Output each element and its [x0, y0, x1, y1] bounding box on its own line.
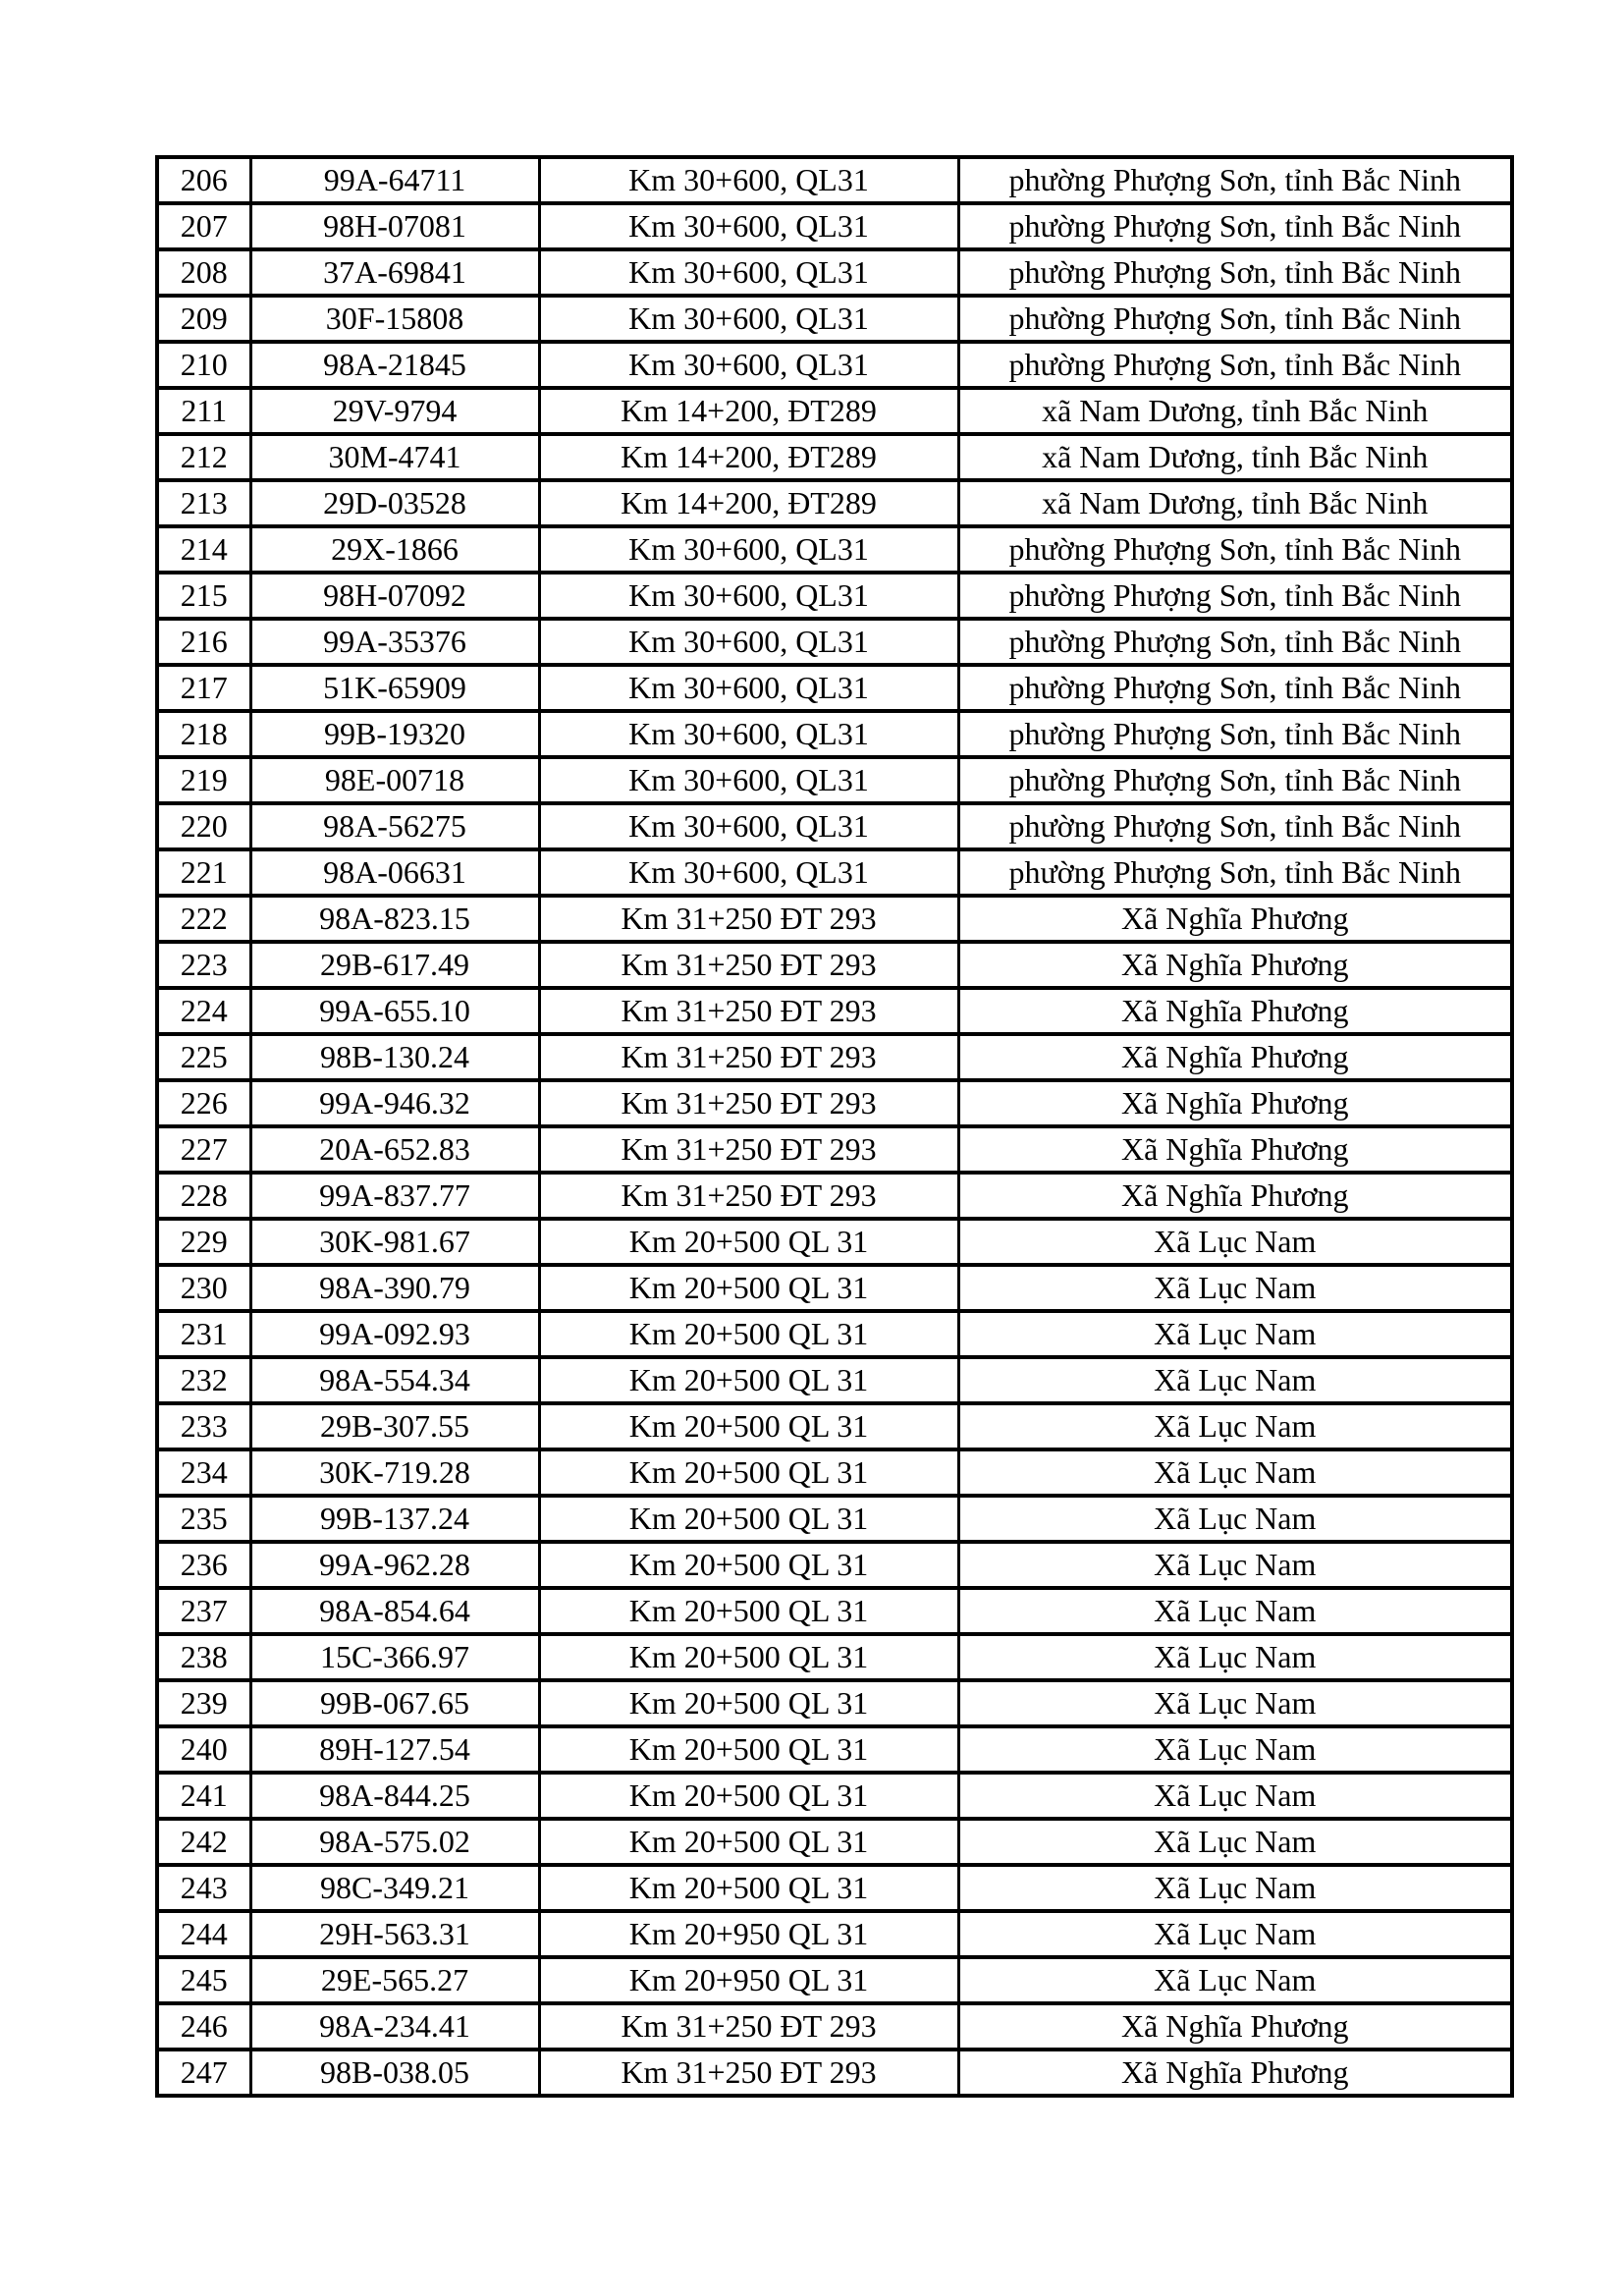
plate-cell: 51K-65909 [250, 665, 539, 711]
plate-cell: 29D-03528 [250, 480, 539, 526]
place-cell: Xã Lục Nam [958, 1357, 1512, 1403]
location-cell: Km 30+600, QL31 [539, 573, 958, 619]
plate-cell: 20A-652.83 [250, 1126, 539, 1173]
place-cell: phường Phượng Sơn, tỉnh Bắc Ninh [958, 711, 1512, 757]
table-row [157, 619, 1512, 665]
location-cell: Km 31+250 ĐT 293 [539, 942, 958, 988]
table-row [157, 1773, 1512, 1819]
row-index-cell: 230 [157, 1265, 250, 1311]
row-index-cell: 221 [157, 849, 250, 896]
row-index-cell: 239 [157, 1680, 250, 1726]
row-index-cell: 226 [157, 1080, 250, 1126]
row-index-cell: 216 [157, 619, 250, 665]
row-index-cell: 212 [157, 434, 250, 480]
place-cell: Xã Lục Nam [958, 1449, 1512, 1496]
place-cell: phường Phượng Sơn, tỉnh Bắc Ninh [958, 157, 1512, 203]
row-index-cell: 233 [157, 1403, 250, 1449]
place-cell: Xã Nghĩa Phương [958, 942, 1512, 988]
table-row [157, 1173, 1512, 1219]
plate-cell: 29V-9794 [250, 388, 539, 434]
location-cell: Km 30+600, QL31 [539, 619, 958, 665]
table-row [157, 1911, 1512, 1957]
table-row [157, 896, 1512, 942]
location-cell: Km 31+250 ĐT 293 [539, 1080, 958, 1126]
table-row [157, 1726, 1512, 1773]
table-row [157, 1957, 1512, 2003]
table-row [157, 526, 1512, 573]
place-cell: phường Phượng Sơn, tỉnh Bắc Ninh [958, 249, 1512, 296]
place-cell: Xã Lục Nam [958, 1773, 1512, 1819]
plate-cell: 98A-575.02 [250, 1819, 539, 1865]
plate-cell: 99A-946.32 [250, 1080, 539, 1126]
plate-table-body [157, 157, 1512, 2096]
row-index-cell: 229 [157, 1219, 250, 1265]
place-cell: phường Phượng Sơn, tỉnh Bắc Ninh [958, 296, 1512, 342]
plate-cell: 99B-137.24 [250, 1496, 539, 1542]
row-index-cell: 214 [157, 526, 250, 573]
plate-cell: 99A-962.28 [250, 1542, 539, 1588]
table-row [157, 1219, 1512, 1265]
row-index-cell: 232 [157, 1357, 250, 1403]
plate-cell: 98C-349.21 [250, 1865, 539, 1911]
plate-cell: 99B-19320 [250, 711, 539, 757]
row-index-cell: 231 [157, 1311, 250, 1357]
place-cell: phường Phượng Sơn, tỉnh Bắc Ninh [958, 803, 1512, 849]
place-cell: Xã Lục Nam [958, 1726, 1512, 1773]
row-index-cell: 235 [157, 1496, 250, 1542]
row-index-cell: 240 [157, 1726, 250, 1773]
row-index-cell: 223 [157, 942, 250, 988]
plate-cell: 98A-823.15 [250, 896, 539, 942]
plate-cell: 30M-4741 [250, 434, 539, 480]
plate-cell: 29E-565.27 [250, 1957, 539, 2003]
location-cell: Km 20+500 QL 31 [539, 1357, 958, 1403]
place-cell: Xã Lục Nam [958, 1911, 1512, 1957]
row-index-cell: 247 [157, 2050, 250, 2096]
plate-cell: 29H-563.31 [250, 1911, 539, 1957]
table-row [157, 1080, 1512, 1126]
place-cell: Xã Nghĩa Phương [958, 1126, 1512, 1173]
table-row [157, 296, 1512, 342]
table-row [157, 1819, 1512, 1865]
table-row [157, 849, 1512, 896]
place-cell: Xã Lục Nam [958, 1865, 1512, 1911]
plate-cell: 98A-21845 [250, 342, 539, 388]
table-row [157, 1311, 1512, 1357]
place-cell: Xã Nghĩa Phương [958, 2003, 1512, 2050]
table-row [157, 2050, 1512, 2096]
place-cell: Xã Nghĩa Phương [958, 1080, 1512, 1126]
plate-cell: 98A-56275 [250, 803, 539, 849]
location-cell: Km 31+250 ĐT 293 [539, 896, 958, 942]
row-index-cell: 238 [157, 1634, 250, 1680]
place-cell: phường Phượng Sơn, tỉnh Bắc Ninh [958, 342, 1512, 388]
location-cell: Km 30+600, QL31 [539, 711, 958, 757]
table-row [157, 988, 1512, 1034]
place-cell: Xã Lục Nam [958, 1403, 1512, 1449]
plate-cell: 98A-390.79 [250, 1265, 539, 1311]
location-cell: Km 30+600, QL31 [539, 757, 958, 803]
table-row [157, 342, 1512, 388]
plate-cell: 99B-067.65 [250, 1680, 539, 1726]
table-row [157, 1634, 1512, 1680]
place-cell: phường Phượng Sơn, tỉnh Bắc Ninh [958, 203, 1512, 249]
row-index-cell: 243 [157, 1865, 250, 1911]
table-row [157, 803, 1512, 849]
plate-cell: 89H-127.54 [250, 1726, 539, 1773]
row-index-cell: 219 [157, 757, 250, 803]
plate-cell: 99A-64711 [250, 157, 539, 203]
row-index-cell: 244 [157, 1911, 250, 1957]
location-cell: Km 31+250 ĐT 293 [539, 1126, 958, 1173]
table-row [157, 1542, 1512, 1588]
row-index-cell: 242 [157, 1819, 250, 1865]
location-cell: Km 31+250 ĐT 293 [539, 1034, 958, 1080]
plate-cell: 98B-130.24 [250, 1034, 539, 1080]
plate-cell: 99A-655.10 [250, 988, 539, 1034]
location-cell: Km 14+200, ĐT289 [539, 388, 958, 434]
location-cell: Km 20+500 QL 31 [539, 1496, 958, 1542]
place-cell: Xã Lục Nam [958, 1680, 1512, 1726]
table-row [157, 711, 1512, 757]
table-row [157, 203, 1512, 249]
location-cell: Km 31+250 ĐT 293 [539, 988, 958, 1034]
table-row [157, 1403, 1512, 1449]
table-row [157, 757, 1512, 803]
place-cell: xã Nam Dương, tỉnh Bắc Ninh [958, 388, 1512, 434]
table-row [157, 1357, 1512, 1403]
row-index-cell: 220 [157, 803, 250, 849]
table-row [157, 388, 1512, 434]
plate-cell: 98B-038.05 [250, 2050, 539, 2096]
row-index-cell: 246 [157, 2003, 250, 2050]
row-index-cell: 218 [157, 711, 250, 757]
location-cell: Km 30+600, QL31 [539, 296, 958, 342]
plate-cell: 29X-1866 [250, 526, 539, 573]
place-cell: xã Nam Dương, tỉnh Bắc Ninh [958, 480, 1512, 526]
row-index-cell: 237 [157, 1588, 250, 1634]
location-cell: Km 30+600, QL31 [539, 526, 958, 573]
location-cell: Km 20+500 QL 31 [539, 1449, 958, 1496]
row-index-cell: 222 [157, 896, 250, 942]
location-cell: Km 20+950 QL 31 [539, 1957, 958, 2003]
location-cell: Km 20+500 QL 31 [539, 1634, 958, 1680]
place-cell: Xã Lục Nam [958, 1819, 1512, 1865]
place-cell: Xã Nghĩa Phương [958, 2050, 1512, 2096]
row-index-cell: 245 [157, 1957, 250, 2003]
plate-cell: 98A-854.64 [250, 1588, 539, 1634]
plate-cell: 98H-07081 [250, 203, 539, 249]
table-row [157, 1588, 1512, 1634]
location-cell: Km 30+600, QL31 [539, 803, 958, 849]
place-cell: phường Phượng Sơn, tỉnh Bắc Ninh [958, 665, 1512, 711]
place-cell: xã Nam Dương, tỉnh Bắc Ninh [958, 434, 1512, 480]
place-cell: Xã Nghĩa Phương [958, 896, 1512, 942]
location-cell: Km 20+500 QL 31 [539, 1865, 958, 1911]
place-cell: Xã Nghĩa Phương [958, 988, 1512, 1034]
location-cell: Km 31+250 ĐT 293 [539, 2050, 958, 2096]
location-cell: Km 14+200, ĐT289 [539, 480, 958, 526]
table-row [157, 480, 1512, 526]
row-index-cell: 213 [157, 480, 250, 526]
location-cell: Km 30+600, QL31 [539, 157, 958, 203]
place-cell: Xã Lục Nam [958, 1219, 1512, 1265]
plate-cell: 98A-554.34 [250, 1357, 539, 1403]
location-cell: Km 20+950 QL 31 [539, 1911, 958, 1957]
table-row [157, 573, 1512, 619]
location-cell: Km 30+600, QL31 [539, 665, 958, 711]
place-cell: Xã Lục Nam [958, 1588, 1512, 1634]
plate-cell: 98E-00718 [250, 757, 539, 803]
row-index-cell: 224 [157, 988, 250, 1034]
plate-cell: 99A-35376 [250, 619, 539, 665]
table-row [157, 249, 1512, 296]
location-cell: Km 30+600, QL31 [539, 342, 958, 388]
place-cell: phường Phượng Sơn, tỉnh Bắc Ninh [958, 849, 1512, 896]
plate-cell: 30K-719.28 [250, 1449, 539, 1496]
place-cell: Xã Lục Nam [958, 1496, 1512, 1542]
table-row [157, 942, 1512, 988]
place-cell: phường Phượng Sơn, tỉnh Bắc Ninh [958, 757, 1512, 803]
location-cell: Km 20+500 QL 31 [539, 1588, 958, 1634]
location-cell: Km 31+250 ĐT 293 [539, 2003, 958, 2050]
place-cell: Xã Lục Nam [958, 1634, 1512, 1680]
plate-cell: 30K-981.67 [250, 1219, 539, 1265]
row-index-cell: 225 [157, 1034, 250, 1080]
row-index-cell: 211 [157, 388, 250, 434]
plate-cell: 15C-366.97 [250, 1634, 539, 1680]
place-cell: phường Phượng Sơn, tỉnh Bắc Ninh [958, 526, 1512, 573]
plate-cell: 37A-69841 [250, 249, 539, 296]
place-cell: Xã Lục Nam [958, 1957, 1512, 2003]
table-row [157, 1265, 1512, 1311]
plate-cell: 99A-837.77 [250, 1173, 539, 1219]
location-cell: Km 14+200, ĐT289 [539, 434, 958, 480]
location-cell: Km 20+500 QL 31 [539, 1726, 958, 1773]
row-index-cell: 206 [157, 157, 250, 203]
location-cell: Km 20+500 QL 31 [539, 1311, 958, 1357]
table-row [157, 1126, 1512, 1173]
row-index-cell: 207 [157, 203, 250, 249]
plate-cell: 98A-234.41 [250, 2003, 539, 2050]
row-index-cell: 241 [157, 1773, 250, 1819]
row-index-cell: 210 [157, 342, 250, 388]
place-cell: Xã Lục Nam [958, 1311, 1512, 1357]
row-index-cell: 208 [157, 249, 250, 296]
table-row [157, 157, 1512, 203]
location-cell: Km 30+600, QL31 [539, 203, 958, 249]
table-row [157, 2003, 1512, 2050]
location-cell: Km 31+250 ĐT 293 [539, 1173, 958, 1219]
plate-cell: 29B-617.49 [250, 942, 539, 988]
plate-cell: 98H-07092 [250, 573, 539, 619]
row-index-cell: 236 [157, 1542, 250, 1588]
location-cell: Km 20+500 QL 31 [539, 1219, 958, 1265]
license-plate-table [155, 155, 1514, 2098]
place-cell: phường Phượng Sơn, tỉnh Bắc Ninh [958, 573, 1512, 619]
place-cell: Xã Lục Nam [958, 1265, 1512, 1311]
location-cell: Km 20+500 QL 31 [539, 1819, 958, 1865]
place-cell: Xã Nghĩa Phương [958, 1173, 1512, 1219]
location-cell: Km 20+500 QL 31 [539, 1542, 958, 1588]
row-index-cell: 217 [157, 665, 250, 711]
table-row [157, 434, 1512, 480]
table-row [157, 1496, 1512, 1542]
table-row [157, 1865, 1512, 1911]
plate-cell: 98A-06631 [250, 849, 539, 896]
table-row [157, 1449, 1512, 1496]
table-row [157, 1680, 1512, 1726]
table-row [157, 665, 1512, 711]
location-cell: Km 30+600, QL31 [539, 249, 958, 296]
plate-cell: 29B-307.55 [250, 1403, 539, 1449]
table-row [157, 1034, 1512, 1080]
plate-cell: 99A-092.93 [250, 1311, 539, 1357]
row-index-cell: 234 [157, 1449, 250, 1496]
row-index-cell: 209 [157, 296, 250, 342]
plate-cell: 98A-844.25 [250, 1773, 539, 1819]
row-index-cell: 227 [157, 1126, 250, 1173]
location-cell: Km 20+500 QL 31 [539, 1403, 958, 1449]
location-cell: Km 20+500 QL 31 [539, 1680, 958, 1726]
row-index-cell: 215 [157, 573, 250, 619]
row-index-cell: 228 [157, 1173, 250, 1219]
location-cell: Km 30+600, QL31 [539, 849, 958, 896]
place-cell: Xã Lục Nam [958, 1542, 1512, 1588]
place-cell: Xã Nghĩa Phương [958, 1034, 1512, 1080]
plate-cell: 30F-15808 [250, 296, 539, 342]
location-cell: Km 20+500 QL 31 [539, 1773, 958, 1819]
place-cell: phường Phượng Sơn, tỉnh Bắc Ninh [958, 619, 1512, 665]
location-cell: Km 20+500 QL 31 [539, 1265, 958, 1311]
